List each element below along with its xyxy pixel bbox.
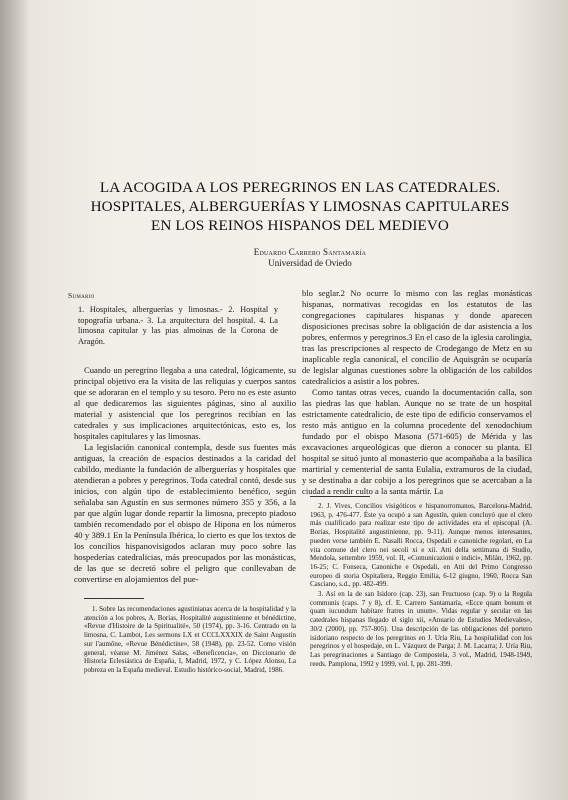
body-paragraph: blo seglar.2 No ocurre lo mismo con las reglas monásticas hispanas, normativas recogidas en los estatutos de las congregaciones capitulares hispanas y donde aparecen disposiciones precisas sobre la obligación de dar asistencia a los pobres, enfermos y peregrinos.3 En el caso de la iglesia carolingia, tras las prescripciones al respecto de Crodegango de Metz en su inaplicable regla canonical, el concilio de Aquisgrán se ocuparía de legislar algunas cuestiones sobre la obligación de los cabildos catedralicios a asistir a los pobres.: [302, 288, 532, 386]
body-paragraph: Cuando un peregrino llegaba a una catedral, lógicamente, su principal objetivo era la visita de las reliquias y cuerpos santos que se adoraran en el templo y su tesoro. Pero no es este asunto al que dedicaremos las siguientes páginas, sino al auxilio material y asistencial que los peregrinos recibían en las catedrales y sus implicaciones arquitectónicas, esto es, los hospitales capitulares y las limosnas.: [74, 365, 296, 441]
footnotes-left: [84, 605, 296, 676]
page-gutter-shadow: [0, 0, 30, 800]
author-affiliation: Universidad de Oviedo: [268, 258, 352, 268]
body-column-left: [74, 365, 296, 585]
footnotes-right: [310, 502, 532, 669]
footnote: 3. Así en la de san Isidoro (cap. 23), san Fructuoso (cap. 9) o la Regula communis (caps. 7 y 8), cf. E. Carrero Santamaría, «Ecce quam bonum et quam iucundum habitare fratres in unum». Vidas regular y secular en las catedrales hispanas llegado el siglo xii, «Anuario de Estudios Medievales», 30/2 (2000), pp. 757-805). Una descripción de las obligaciones del portero isidoriano respecto de los peregrinos en J. Uría Riu, La hospitalidad con los peregrinos y el hospedaje, en L. Vázquez de Parga; J. M. Lacarra; J. Uría Riu, Las peregrinaciones a Santiago de Compostela, 3 vol., Madrid, 1948-1949, reeds. Pamplona, 1992 y 1999, vol. I, pp. 281-399.: [310, 590, 532, 668]
sumario-heading: Sumario: [68, 291, 95, 300]
title-line: HOSPITALES, ALBERGUERÍAS Y LIMOSNAS CAPITULARES: [90, 198, 510, 215]
title-line: EN LOS REINOS HISPANOS DEL MEDIEVO: [150, 217, 450, 234]
title-line: LA ACOGIDA A LOS PEREGRINOS EN LAS CATEDRALES.: [99, 179, 501, 196]
sumario-text: 1. Hospitales, alberguerías y limosnas.- 2. Hospital y topografía urbana.- 3. La arquitectura del hospital. 4. La limosna capitular y las pias almoinas de la Corona de Aragón.: [78, 305, 278, 347]
body-paragraph: La legislación canonical contempla, desde sus fuentes más antiguas, la creación de espacios destinados a la caridad del cabildo, mediante la fundación de alberguerías y hospitales que atendieran a pobres y peregrinos. Toda catedral contó, desde sus inicios, con algún tipo de establecimiento benéfico, según señalaba san Agustín en sus sermones número 355 y 356, a la par que algún lugar donde repartir la limosna, precepto piadoso también recomendado por el obispo de Hipona en los números 40 y 389.1 En la Península Ibérica, lo cierto es que los textos de los concilios hispanovisigodos aclaran muy poco sobre las hospederías catedralicias, más preocupados por las monásticas, de las que se decretó sobre el peligro que conllevaban de convertirse en alojamientos del pue-: [74, 442, 296, 584]
footnote-rule: [84, 598, 144, 599]
footnote: 1. Sobre las recomendaciones agustinianas acerca de la hospitalidad y la atención a los pobres, A. Borias, Hospitalité augustinienne et bénédictine, «Revue d'Histoire de la Spiritualité», 50 (1974), pp. 3-16. Centrado en la limosna, C. Lambot, Les sermons LX et CCCLXXXIX de Saint Augustin sur l'aumône, «Revue Bénédictine», 58 (1948), pp. 23-52. Como visión general, véanse M. Jiménez Salas, «Beneficencia», en Diccionario de Historia Eclesiástica de España, I, Madrid, 1972, y C. López Alonso, La pobreza en la España medieval. Estudio histórico-social, Madrid, 1986.: [84, 605, 296, 674]
footnote: 2. J. Vives, Concilios visigóticos e hispanorromanos, Barcelona-Madrid, 1963, p. 476-477. Éste ya ocupó a san Agustín, quien concluyó que el clero más cualificado para realizar este tipo de actividades era el episcopal (A. Borias, Hospitalité augustinienne, pp. 9-11). Aunque menos interesantes, pueden verse también E. Nasalli Rocca, Ospedali e canoniche regolari, en La vita comune del clero nei secoli xi e xii. Atti della settimana di Studio, Mendola, settembre 1959, vol. II, «Comunicazioni e indici», Milán, 1962, pp. 16-25; C. Fonseca, Canoniche e Ospedali, en Atti del Primo Congresso europeo di storia Ospitaliera, Reggio Emilia, 6-12 giugno, 1960, Rocca San Casciano, s.d., pp. 482-499.: [310, 502, 532, 589]
author-block: [200, 247, 420, 269]
author-name: Eduardo Carrero Santamaría: [253, 247, 367, 257]
footnote-rule: [310, 496, 370, 497]
body-column-right: [302, 288, 532, 497]
body-paragraph: Como tantas otras veces, cuando la documentación calla, son las piedras las que hablan. Aunque no se trate de un hospital estrictamente catedralicio, de este tipo de edificio conservamos el resto más antiguo en la columna procedente del xenodochium fundado por el obispo Masona (571-605) de Mérida y las excavaciones arqueológicas que dieron a conocer su planta. El hospital se situó junto al monasterio que acompañaba a la basílica martirial y cementerial de santa Eulalia, extramuros de la ciudad, y se destinaba a dar cobijo a los peregrinos que se acercaban a la ciudad a rendir culto a la santa mártir. La: [302, 387, 532, 496]
article-title: [60, 178, 540, 235]
